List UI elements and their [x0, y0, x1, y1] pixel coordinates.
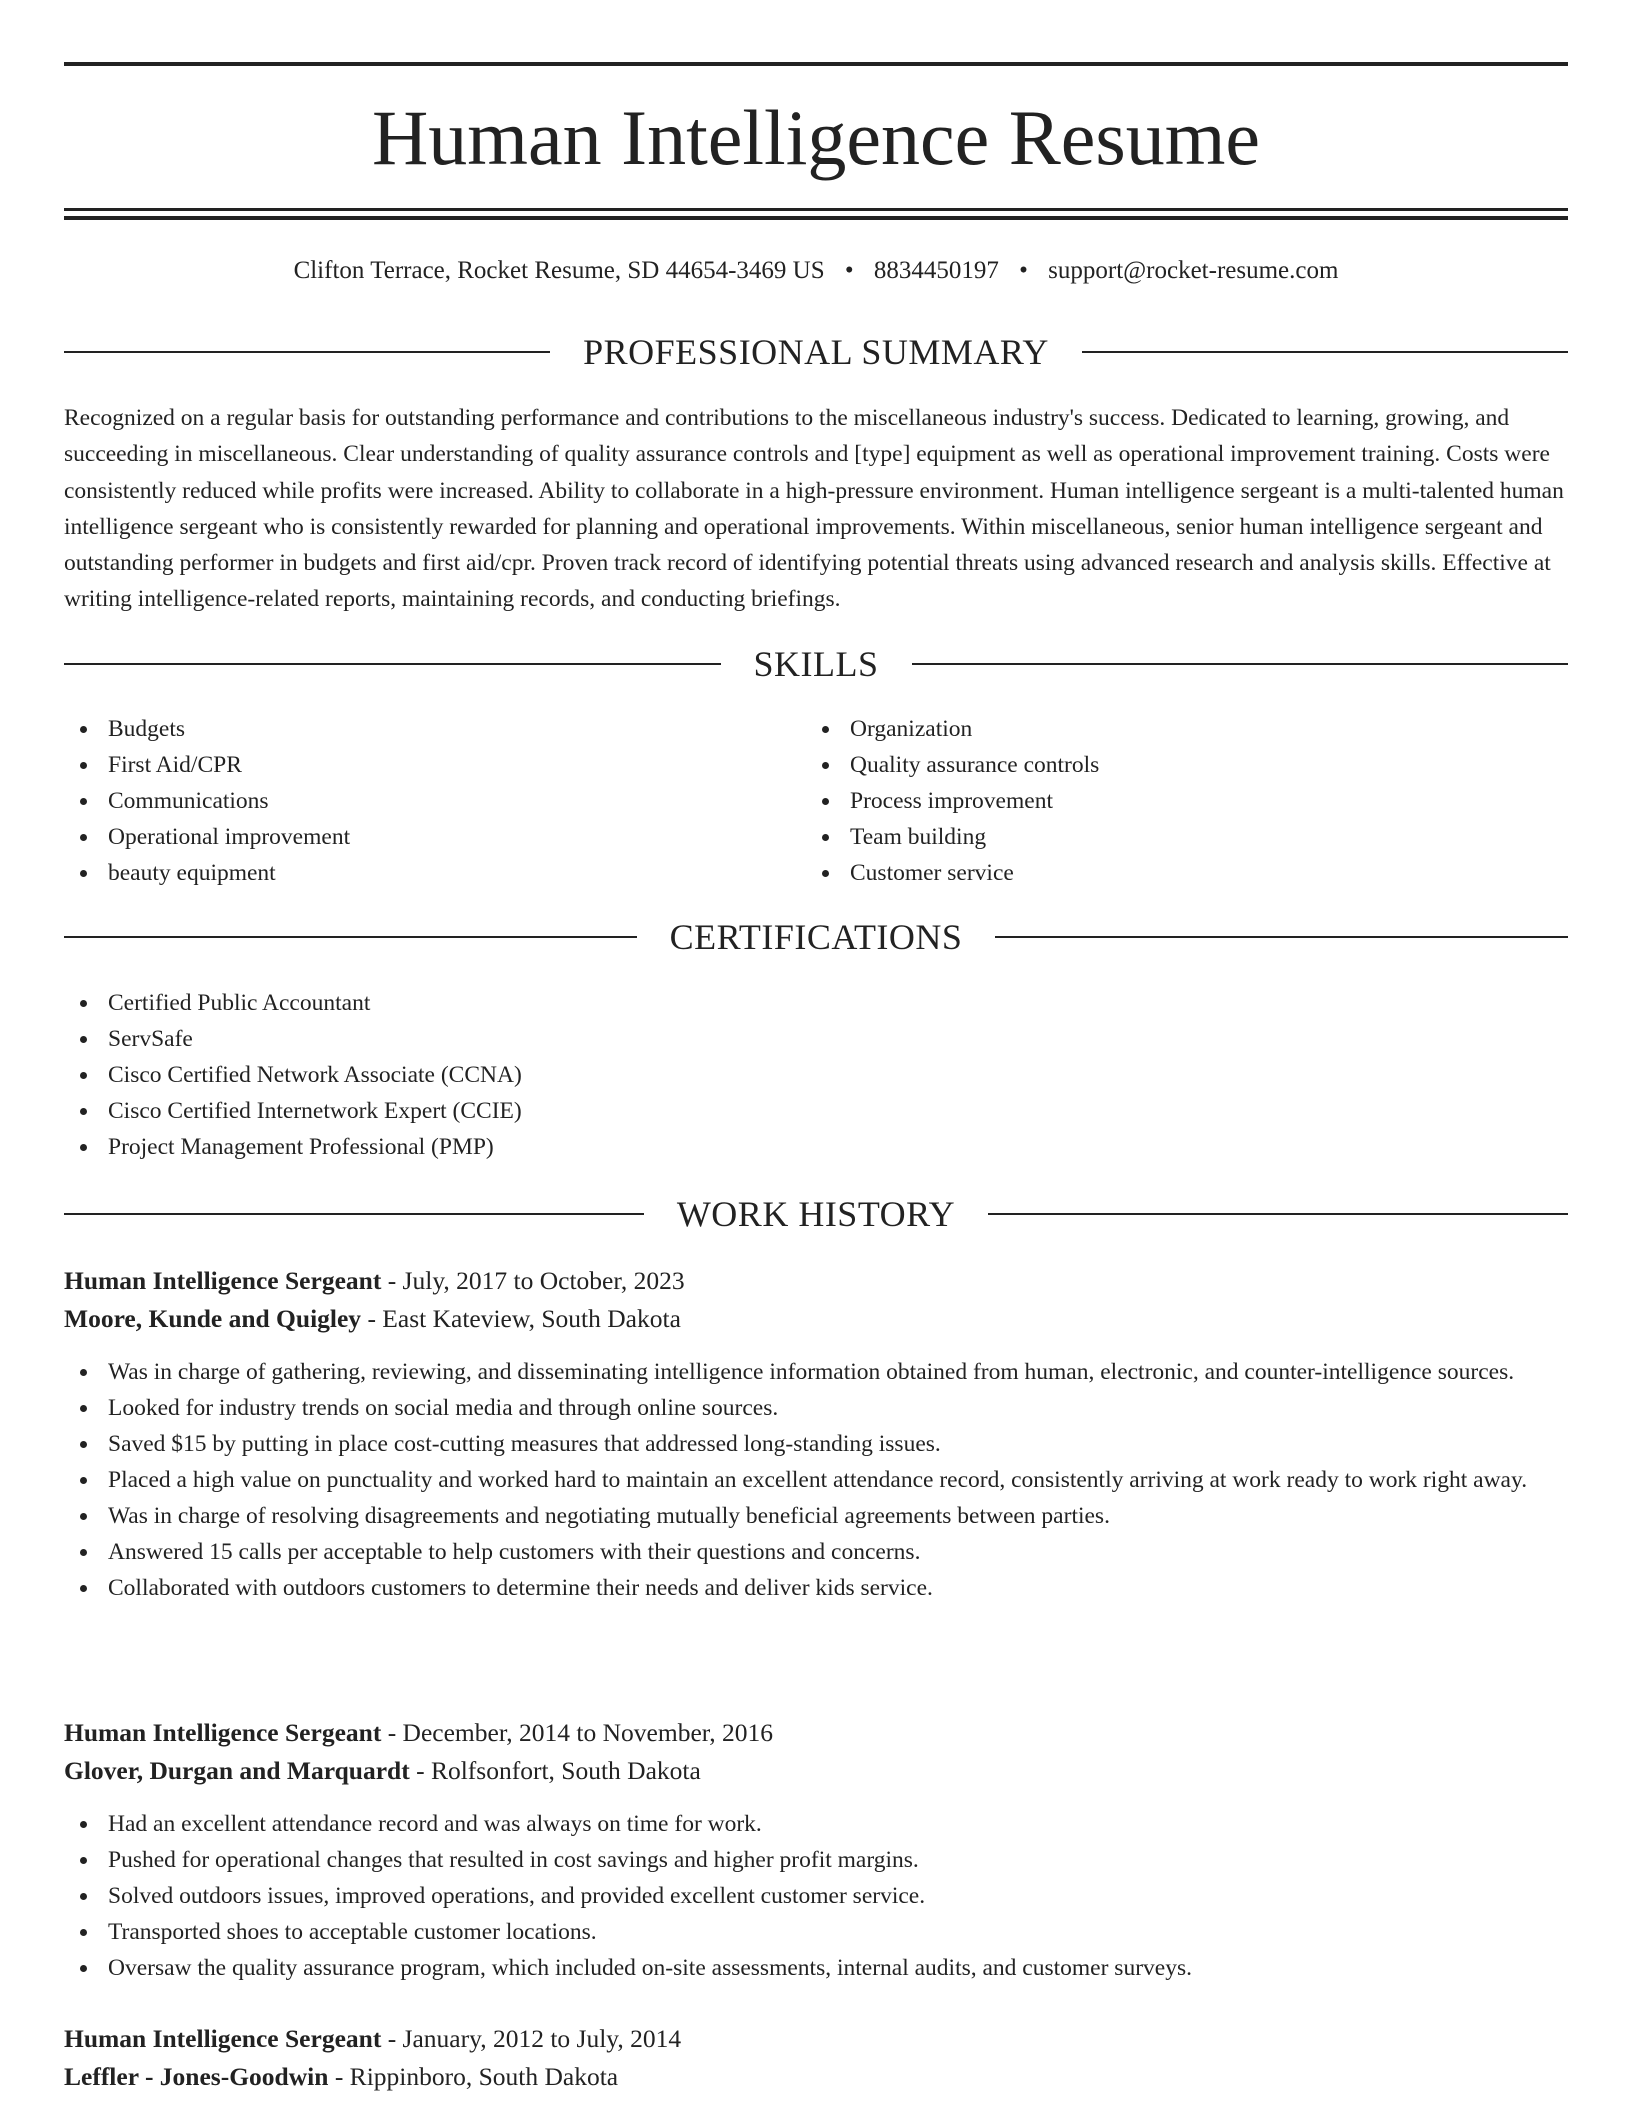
resume-title: Human Intelligence Resume [371, 94, 1261, 181]
certification-text: Cisco Certified Internetwork Expert (CCIE) [108, 1098, 522, 1124]
job-duty [64, 1914, 1568, 1950]
bullet-dot [80, 1036, 87, 1043]
skill-text: Quality assurance controls [850, 752, 1100, 778]
skill-item [64, 747, 764, 783]
skill-item [806, 747, 1506, 783]
skill-item [64, 711, 764, 747]
job-duty-text: Oversaw the quality assurance program, which included on-site assessments, internal audits, and customer surveys. [108, 1955, 1192, 1981]
bullet-dot [80, 1477, 87, 1484]
skills-left-list [64, 711, 764, 891]
job-duty-text: Was in charge of resolving disagreements and negotiating mutually beneficial agreements between parties. [108, 1503, 1110, 1529]
bullet-dot [80, 1108, 87, 1115]
skills-section-heading [64, 642, 1568, 686]
skills-right-column [806, 711, 1506, 891]
bullet-dot [822, 762, 829, 769]
job-duty [64, 1570, 1568, 1606]
skill-item [64, 855, 764, 891]
job-dates: - January, 2012 to July, 2014 [381, 2024, 682, 2053]
heading-rule-left [64, 351, 550, 353]
skill-item [64, 783, 764, 819]
certification-text: Cisco Certified Network Associate (CCNA) [108, 1062, 522, 1088]
job-duty [64, 1498, 1568, 1534]
job-title-line [64, 1714, 1568, 1752]
heading-rule-left [64, 1213, 644, 1215]
job-dates: - July, 2017 to October, 2023 [381, 1266, 685, 1295]
certifications-heading-label: CERTIFICATIONS [669, 917, 963, 957]
certification-item [64, 985, 1568, 1021]
heading-rule-left [64, 663, 721, 665]
contact-address: Clifton Terrace, Rocket Resume, SD 44654-3469 US [293, 257, 825, 284]
heading-rule-right [988, 1213, 1568, 1215]
bullet-dot [80, 1072, 87, 1079]
certification-item [64, 1057, 1568, 1093]
bullet-dot [80, 1513, 87, 1520]
summary-section-heading [64, 330, 1568, 374]
job-entry [64, 2020, 1568, 2096]
professional-summary-text: Recognized on a regular basis for outstanding performance and contributions to the miscellaneous industry's success. Dedicated to learning, growing, and succeeding in miscellaneous. Clear understanding of quality assurance controls and [type] equipment as well as operational improvement training. Costs were consistently reduced while profits were increased. Ability to collaborate in a high-pressure environment. Human intelligence sergeant is a multi-talented human intelligence sergeant who is consistently rewarded for planning and operational improvements. Within miscellaneous, senior human intelligence sergeant and outstanding performer in budgets and first aid/cpr. Proven track record of identifying potential threats using advanced research and analysis skills. Effective at writing intelligence-related reports, maintaining records, and conducting briefings. [64, 405, 1564, 613]
job-duty [64, 1426, 1568, 1462]
job-company-line [64, 2058, 1568, 2096]
job-duties-list [64, 1354, 1568, 1606]
job-duty [64, 1842, 1568, 1878]
job-duty [64, 1390, 1568, 1426]
skill-text: Team building [850, 824, 987, 850]
bullet-dot [822, 798, 829, 805]
job-duty [64, 1878, 1568, 1914]
job-title-line [64, 2020, 1568, 2058]
bullet-dot [80, 1893, 87, 1900]
job-title: Human Intelligence Sergeant [64, 1266, 382, 1295]
bullet-dot [80, 834, 87, 841]
skill-text: Operational improvement [108, 824, 351, 850]
contact-separator: • [1019, 257, 1028, 284]
job-company-line [64, 1300, 1568, 1338]
heading-rule-right [912, 663, 1569, 665]
bullet-dot [80, 1000, 87, 1007]
certification-text: Certified Public Accountant [108, 990, 371, 1016]
heading-rule-left [64, 936, 637, 938]
job-title: Human Intelligence Sergeant [64, 2024, 382, 2053]
bullet-dot [822, 834, 829, 841]
contact-line [64, 254, 1568, 288]
bullet-dot [80, 870, 87, 877]
job-location: - East Kateview, South Dakota [361, 1304, 681, 1333]
skill-item [806, 711, 1506, 747]
skills-left-column [64, 711, 764, 891]
contact-email: support@rocket-resume.com [1048, 257, 1339, 284]
skill-item [806, 855, 1506, 891]
job-title-line [64, 1262, 1568, 1300]
job-duty-text: Had an excellent attendance record and was always on time for work. [108, 1811, 762, 1837]
bullet-dot [80, 798, 87, 805]
certification-item [64, 1129, 1568, 1165]
skill-item [64, 819, 764, 855]
job-duty [64, 1806, 1568, 1842]
job-duty [64, 1354, 1568, 1390]
job-duties-list [64, 1806, 1568, 1986]
work-history-section-heading [64, 1192, 1568, 1236]
skills-right-list [806, 711, 1506, 891]
bullet-dot [80, 1549, 87, 1556]
job-duty [64, 1950, 1568, 1986]
summary-heading-label: PROFESSIONAL SUMMARY [583, 332, 1049, 372]
job-duty-text: Was in charge of gathering, reviewing, and disseminating intelligence information obtained from human, electronic, and counter-intelligence sources. [108, 1359, 1515, 1385]
top-rule [64, 62, 1568, 66]
title-double-rule [64, 208, 1568, 220]
bullet-dot [80, 1857, 87, 1864]
skill-text: Budgets [108, 716, 186, 742]
certifications-section-heading [64, 915, 1568, 959]
bullet-dot [80, 1965, 87, 1972]
bullet-dot [80, 1929, 87, 1936]
job-duty-text: Solved outdoors issues, improved operations, and provided excellent customer service. [108, 1883, 926, 1909]
certifications-list [64, 985, 1568, 1165]
bullet-dot [80, 1585, 87, 1592]
skill-text: Customer service [850, 860, 1014, 886]
bullet-dot [822, 870, 829, 877]
skills-heading-label: SKILLS [753, 644, 879, 684]
skill-text: beauty equipment [108, 860, 276, 886]
job-company-line [64, 1752, 1568, 1790]
job-duty-text: Collaborated with outdoors customers to determine their needs and deliver kids service. [108, 1575, 933, 1601]
bullet-dot [80, 762, 87, 769]
job-dates: - December, 2014 to November, 2016 [381, 1718, 773, 1747]
job-company: Leffler - Jones-Goodwin [64, 2062, 329, 2091]
job-duty-text: Looked for industry trends on social media and through online sources. [108, 1395, 779, 1421]
bullet-dot [80, 1441, 87, 1448]
bullet-dot [80, 1369, 87, 1376]
certification-item [64, 1093, 1568, 1129]
job-duty-text: Saved $15 by putting in place cost-cutting measures that addressed long-standing issues. [108, 1431, 941, 1457]
certifications-block [64, 985, 1568, 1165]
heading-rule-right [1082, 351, 1568, 353]
job-location: - Rippinboro, South Dakota [328, 2062, 619, 2091]
bullet-dot [822, 726, 829, 733]
job-duty-text: Transported shoes to acceptable customer locations. [108, 1919, 597, 1945]
work-history-heading-label: WORK HISTORY [676, 1194, 956, 1234]
job-duty-text: Pushed for operational changes that resulted in cost savings and higher profit margins. [108, 1847, 919, 1873]
job-entry [64, 1714, 1568, 1986]
job-company: Glover, Durgan and Marquardt [64, 1756, 410, 1785]
certification-text: ServSafe [108, 1026, 193, 1052]
skill-text: Communications [108, 788, 269, 814]
certification-text: Project Management Professional (PMP) [108, 1134, 494, 1160]
job-location: - Rolfsonfort, South Dakota [409, 1756, 701, 1785]
job-title: Human Intelligence Sergeant [64, 1718, 382, 1747]
contact-phone: 8834450197 [873, 257, 999, 284]
skill-item [806, 783, 1506, 819]
bullet-dot [80, 1405, 87, 1412]
bullet-dot [80, 1144, 87, 1151]
job-duty-text: Answered 15 calls per acceptable to help customers with their questions and concerns. [108, 1539, 921, 1565]
job-duty-text: Placed a high value on punctuality and worked hard to maintain an excellent attendance record, consistently arriving at work ready to work right away. [108, 1467, 1528, 1493]
job-duty [64, 1462, 1568, 1498]
bullet-dot [80, 726, 87, 733]
skill-text: Organization [850, 716, 973, 742]
job-company: Moore, Kunde and Quigley [64, 1304, 362, 1333]
bullet-dot [80, 1821, 87, 1828]
heading-rule-right [995, 936, 1568, 938]
job-duty [64, 1534, 1568, 1570]
skill-item [806, 819, 1506, 855]
certification-item [64, 1021, 1568, 1057]
skill-text: Process improvement [850, 788, 1053, 814]
skill-text: First Aid/CPR [108, 752, 242, 778]
contact-separator: • [844, 257, 854, 284]
job-entry [64, 1262, 1568, 1606]
